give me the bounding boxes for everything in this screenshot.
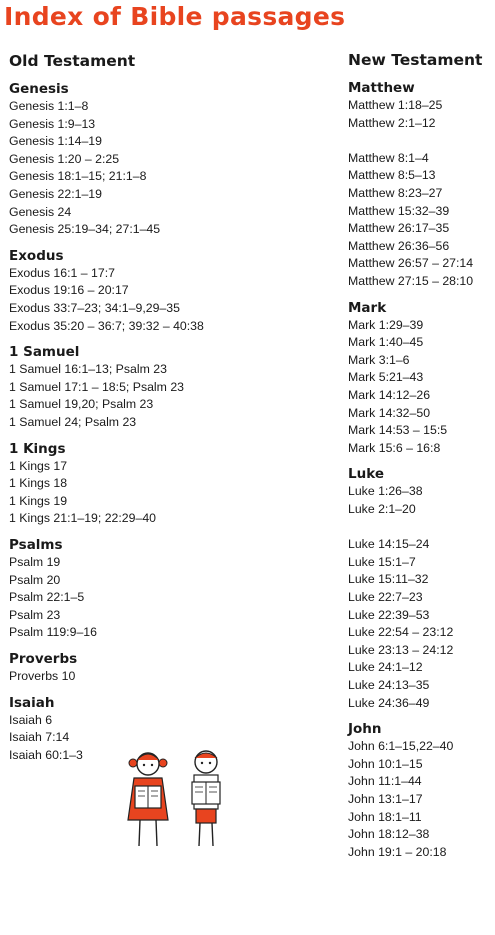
passage-reference: Luke 14:15–24 bbox=[348, 537, 430, 552]
passage-reference: John 6:1–15,22–40 bbox=[348, 739, 454, 754]
passage-reference: Matthew 27:15 – 28:10 bbox=[348, 274, 474, 288]
book-heading-john: John bbox=[348, 721, 382, 738]
passage-reference: Luke 22:54 – 23:12 bbox=[348, 625, 454, 640]
book-heading-isaiah: Isaiah bbox=[9, 694, 55, 711]
passage-reference: Luke 2:1–20 bbox=[348, 502, 416, 516]
passage-reference: John 13:1–17 bbox=[348, 792, 423, 806]
passage-reference: Exodus 35:20 – 36:7; 39:32 – 40:38 bbox=[9, 318, 204, 333]
passage-reference: Psalm 23 bbox=[9, 607, 61, 622]
passage-reference: Luke 24:36–49 bbox=[348, 695, 430, 710]
passage-reference: Mark 14:53 – 15:5 bbox=[348, 423, 448, 438]
passage-reference: Luke 23:13 – 24:12 bbox=[348, 642, 454, 657]
passage-reference: Isaiah 60:1–3 bbox=[9, 747, 83, 762]
passage-reference: 1 Kings 17 bbox=[9, 458, 68, 473]
passage-reference: 1 Samuel 17:1 – 18:5; Psalm 23 bbox=[9, 379, 184, 394]
passage-reference: 1 Samuel 19,20; Psalm 23 bbox=[9, 397, 154, 412]
passage-reference: Mark 14:12–26 bbox=[348, 388, 431, 402]
passage-reference: John 18:1–11 bbox=[348, 809, 422, 824]
passage-reference: Luke 22:7–23 bbox=[348, 590, 423, 604]
new-testament-heading: New Testament bbox=[348, 51, 483, 69]
passage-reference: 1 Kings 21:1–19; 22:29–40 bbox=[9, 511, 157, 526]
passage-reference: Genesis 1:1–8 bbox=[9, 99, 89, 113]
passage-reference: Matthew 26:36–56 bbox=[348, 238, 450, 253]
book-heading-1-samuel: 1 Samuel bbox=[9, 344, 80, 361]
passage-reference: Psalm 19 bbox=[9, 555, 61, 569]
passage-reference: John 11:1–44 bbox=[348, 774, 422, 789]
passage-reference: Luke 22:39–53 bbox=[348, 607, 430, 622]
passage-reference: Genesis 18:1–15; 21:1–8 bbox=[9, 169, 147, 184]
passage-reference: Matthew 8:23–27 bbox=[348, 186, 443, 200]
book-heading-mark: Mark bbox=[348, 299, 387, 316]
passage-reference: Mark 15:6 – 16:8 bbox=[348, 440, 441, 455]
passage-reference: Luke 1:26–38 bbox=[348, 484, 423, 499]
passage-reference: Genesis 1:9–13 bbox=[9, 116, 96, 131]
passage-reference: Mark 1:40–45 bbox=[348, 335, 424, 350]
passage-reference: Mark 14:32–50 bbox=[348, 405, 431, 420]
passage-reference: Luke 15:1–7 bbox=[348, 554, 416, 569]
passage-reference: Isaiah 6 bbox=[9, 712, 53, 727]
passage-reference: Exodus 16:1 – 17:7 bbox=[9, 265, 115, 280]
passage-reference: Luke 15:11–32 bbox=[348, 572, 429, 587]
old-testament-heading: Old Testament bbox=[9, 52, 136, 70]
passage-reference: Matthew 26:57 – 27:14 bbox=[348, 256, 474, 271]
children-reading-illustration bbox=[118, 744, 238, 854]
passage-reference: Luke 24:13–35 bbox=[348, 678, 430, 692]
passage-reference: Psalm 119:9–16 bbox=[9, 625, 97, 640]
boy-reading-figure bbox=[192, 751, 220, 846]
passage-reference: Matthew 1:18–25 bbox=[348, 98, 443, 112]
passage-reference: John 10:1–15 bbox=[348, 756, 423, 771]
passage-reference: Matthew 8:5–13 bbox=[348, 168, 436, 183]
passage-reference: Genesis 24 bbox=[9, 204, 72, 219]
passage-reference: Exodus 33:7–23; 34:1–9,29–35 bbox=[9, 301, 180, 315]
passage-reference: Isaiah 7:14 bbox=[9, 730, 70, 745]
passage-reference: Matthew 26:17–35 bbox=[348, 221, 450, 236]
book-heading-1-kings: 1 Kings bbox=[9, 440, 66, 457]
passage-reference: Matthew 2:1–12 bbox=[348, 115, 436, 130]
passage-reference: 1 Kings 18 bbox=[9, 476, 68, 491]
passage-reference: 1 Samuel 16:1–13; Psalm 23 bbox=[9, 362, 167, 377]
page-title: Index of Bible passages bbox=[4, 2, 346, 31]
passage-reference: 1 Kings 19 bbox=[9, 493, 68, 508]
book-heading-exodus: Exodus bbox=[9, 247, 64, 264]
passage-reference: Genesis 25:19–34; 27:1–45 bbox=[9, 222, 161, 237]
book-heading-proverbs: Proverbs bbox=[9, 651, 78, 667]
passage-reference: Genesis 22:1–19 bbox=[9, 187, 102, 201]
passage-reference: John 18:12–38 bbox=[348, 827, 430, 842]
book-heading-matthew: Matthew bbox=[348, 80, 415, 96]
passage-reference: Matthew 15:32–39 bbox=[348, 203, 450, 218]
passage-reference: Psalm 22:1–5 bbox=[9, 590, 85, 605]
passage-reference: Matthew 8:1–4 bbox=[348, 150, 429, 165]
passage-reference: Genesis 1:20 – 2:25 bbox=[9, 151, 120, 166]
book-heading-psalms: Psalms bbox=[9, 537, 63, 553]
book-heading-genesis: Genesis bbox=[9, 81, 69, 97]
passage-reference: Mark 1:29–39 bbox=[348, 317, 424, 332]
passage-reference: 1 Samuel 24; Psalm 23 bbox=[9, 415, 137, 429]
passage-reference: Proverbs 10 bbox=[9, 669, 76, 683]
girl-reading-figure bbox=[128, 753, 168, 846]
passage-reference: Mark 5:21–43 bbox=[348, 370, 424, 385]
passage-reference: John 19:1 – 20:18 bbox=[348, 844, 447, 859]
book-heading-luke: Luke bbox=[348, 466, 384, 483]
passage-reference: Exodus 19:16 – 20:17 bbox=[9, 283, 129, 298]
passage-reference: Genesis 1:14–19 bbox=[9, 134, 102, 149]
passage-reference: Mark 3:1–6 bbox=[348, 352, 410, 367]
passage-reference: Psalm 20 bbox=[9, 572, 61, 587]
passage-reference: Luke 24:1–12 bbox=[348, 660, 423, 675]
